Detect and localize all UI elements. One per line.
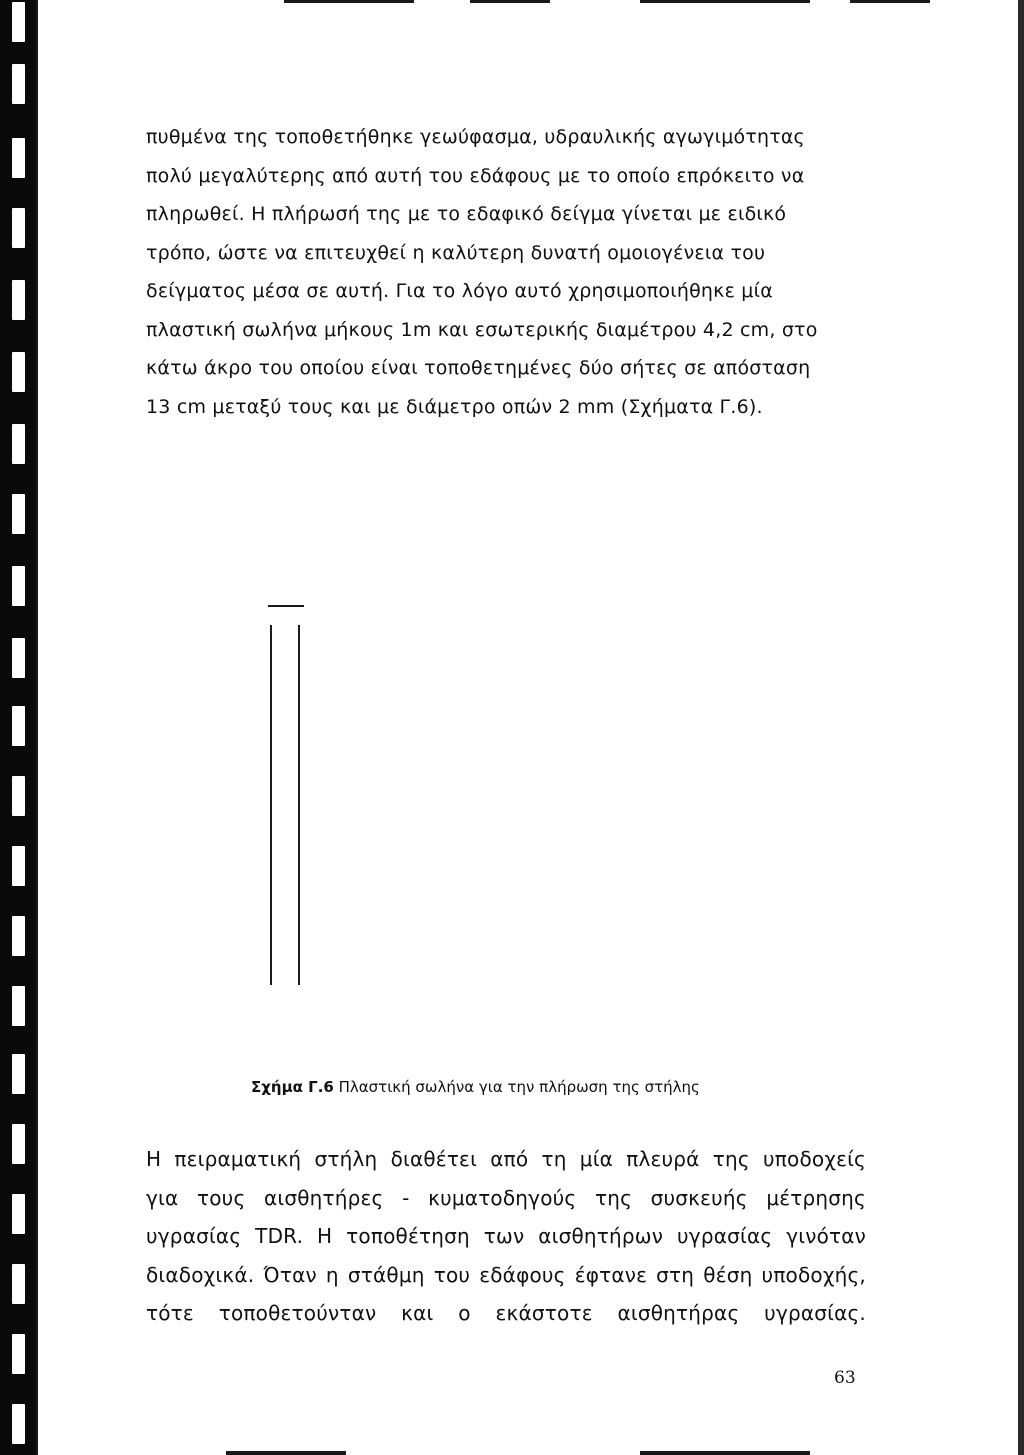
scan-margin-strip	[0, 0, 36, 1455]
text-line: 13 cm μεταξύ τους και με διάμετρο οπών 2 mm (Σχήματα Γ.6).	[146, 395, 763, 418]
tube-top-cap	[268, 605, 304, 607]
text-line: διαδοχικά. Όταν η στάθμη του εδάφους έφτανε στη θέση υποδοχής,	[146, 1262, 866, 1287]
text-line: κάτω άκρο του οποίου είναι τοποθετημένες δύο σήτες σε απόσταση	[146, 357, 811, 379]
strip-hole	[12, 846, 25, 886]
text-line: πλαστική σωλήνα μήκους 1m και εσωτερικής διαμέτρου 4,2 cm, στο	[146, 318, 818, 341]
figure-caption	[251, 1078, 700, 1096]
text-line: πληρωθεί. Η πλήρωσή της με το εδαφικό δείγμα γίνεται με ειδικό	[146, 203, 787, 225]
tube-right-wall	[298, 625, 300, 985]
strip-hole	[12, 916, 25, 956]
scan-top-mark	[470, 0, 550, 3]
body-paragraph-top	[146, 118, 866, 426]
strip-hole	[12, 1264, 25, 1304]
figure-caption-text: Πλαστική σωλήνα για την πλήρωση της στήλης	[333, 1078, 700, 1096]
text-line: πολύ μεγαλύτερης από αυτή του εδάφους με το οποίο επρόκειτο να	[146, 164, 805, 187]
strip-hole	[12, 1124, 25, 1164]
strip-hole	[12, 1334, 25, 1374]
body-paragraph-bottom	[146, 1140, 866, 1333]
strip-hole	[12, 1194, 25, 1234]
text-line: δείγματος μέσα σε αυτή. Για το λόγο αυτό χρησιμοποιήθηκε μία	[146, 280, 773, 302]
text-line: τότε τοποθετούνταν και ο εκάστοτε αισθητήρας υγρασίας.	[146, 1301, 866, 1325]
scan-bottom-mark	[640, 1451, 810, 1455]
strip-hole	[12, 2, 25, 42]
scan-right-edge	[1018, 0, 1024, 1455]
scan-top-mark	[640, 0, 810, 3]
strip-hole	[12, 1054, 25, 1094]
text-line: τρόπο, ώστε να επιτευχθεί η καλύτερη δυνατή ομοιογένεια του	[146, 241, 766, 264]
strip-hole	[12, 706, 25, 746]
scan-top-mark	[850, 0, 930, 3]
strip-hole	[12, 138, 25, 178]
strip-hole	[12, 986, 25, 1026]
text-line: πυθμένα της τοποθετήθηκε γεωύφασμα, υδραυλικής αγωγιμότητας	[146, 126, 805, 148]
text-line: υγρασίας TDR. Η τοποθέτηση των αισθητήρων υγρασίας γινόταν	[146, 1224, 866, 1248]
figure-caption-label: Σχήμα Γ.6	[251, 1078, 334, 1096]
page-number: 63	[834, 1368, 856, 1388]
strip-hole	[12, 280, 25, 320]
strip-hole	[12, 776, 25, 816]
plastic-tube-figure	[268, 605, 306, 985]
text-line: Η πειραματική στήλη διαθέτει από τη μία πλευρά της υποδοχείς	[146, 1147, 866, 1171]
strip-hole	[12, 208, 25, 248]
scan-edge-line	[36, 0, 38, 1455]
strip-hole	[12, 638, 25, 678]
strip-hole	[12, 352, 25, 392]
strip-hole	[12, 424, 25, 464]
strip-hole	[12, 64, 25, 104]
text-line: για τους αισθητήρες - κυματοδηγούς της συσκευής μέτρησης	[146, 1185, 866, 1210]
strip-hole	[12, 566, 25, 606]
strip-hole	[12, 494, 25, 534]
scan-top-mark	[284, 0, 414, 3]
scan-bottom-mark	[226, 1451, 346, 1455]
strip-hole	[12, 1404, 25, 1444]
tube-left-wall	[270, 625, 272, 985]
